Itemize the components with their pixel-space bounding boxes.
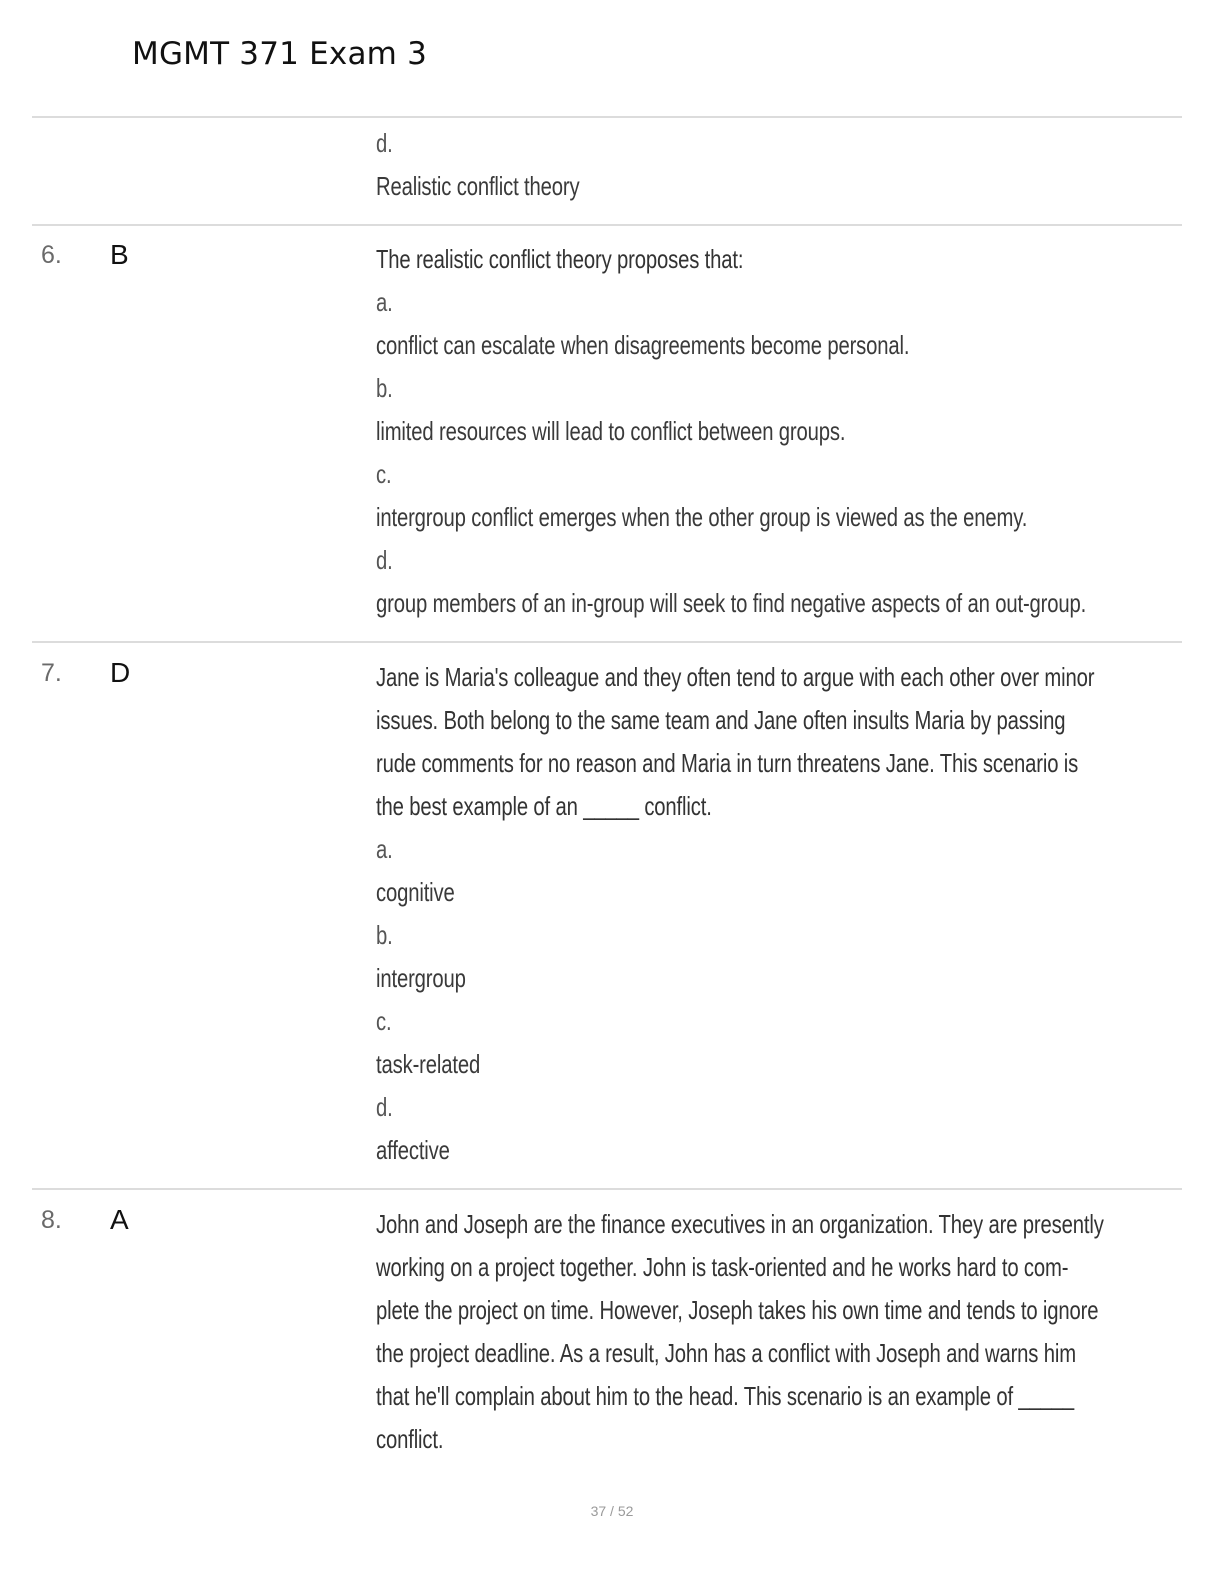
question-stem: The realistic conflict theory proposes that: xyxy=(376,244,744,274)
option-letter: d. xyxy=(376,1092,393,1122)
option-letter: d. xyxy=(376,128,393,158)
answer-key: D xyxy=(110,657,131,688)
option-letter: b. xyxy=(376,920,393,950)
question-body xyxy=(376,656,1176,1172)
question-number: 6. xyxy=(41,241,62,269)
question-stem-line: that he'll complain about him to the head. This scenario is an example of _____ xyxy=(376,1381,1075,1411)
divider xyxy=(32,641,1182,643)
question-stem-line: Jane is Maria's colleague and they often tend to argue with each other over minor xyxy=(376,662,1095,692)
question-stem-line: the project deadline. As a result, John has a conflict with Joseph and warns him xyxy=(376,1338,1076,1368)
answer-key: A xyxy=(110,1204,129,1235)
divider xyxy=(32,224,1182,226)
continued-options xyxy=(376,122,1176,208)
question-stem-line: the best example of an _____ conflict. xyxy=(376,791,712,821)
answer-key: B xyxy=(110,239,129,270)
page-title: MGMT 371 Exam 3 xyxy=(132,36,428,72)
question-stem-line: plete the project on time. However, Joseph takes his own time and tends to ignore xyxy=(376,1295,1099,1325)
question-stem-line: rude comments for no reason and Maria in turn threatens Jane. This scenario is xyxy=(376,748,1079,778)
question-body xyxy=(376,238,1176,625)
divider xyxy=(32,116,1182,118)
question-body xyxy=(376,1203,1176,1461)
option-letter: c. xyxy=(376,1006,392,1036)
divider xyxy=(32,1188,1182,1190)
question-number: 7. xyxy=(41,659,62,687)
option-letter: b. xyxy=(376,373,393,403)
option-text: Realistic conflict theory xyxy=(376,171,580,201)
option-text: affective xyxy=(376,1135,450,1165)
option-text: intergroup conflict emerges when the other group is viewed as the enemy. xyxy=(376,502,1028,532)
option-text: intergroup xyxy=(376,963,466,993)
option-letter: d. xyxy=(376,545,393,575)
option-text: task-related xyxy=(376,1049,481,1079)
option-letter: c. xyxy=(376,459,392,489)
option-text: limited resources will lead to conflict between groups. xyxy=(376,416,846,446)
option-letter: a. xyxy=(376,287,393,317)
option-text: cognitive xyxy=(376,877,455,907)
question-number: 8. xyxy=(41,1206,62,1234)
page-number: 37 / 52 xyxy=(590,1503,634,1519)
question-stem-line: conflict. xyxy=(376,1424,444,1454)
option-text: group members of an in-group will seek to find negative aspects of an out-group. xyxy=(376,588,1087,618)
option-text: conflict can escalate when disagreements become personal. xyxy=(376,330,910,360)
question-stem-line: John and Joseph are the finance executives in an organization. They are presently xyxy=(376,1209,1104,1239)
question-stem-line: issues. Both belong to the same team and Jane often insults Maria by passing xyxy=(376,705,1066,735)
option-letter: a. xyxy=(376,834,393,864)
question-stem-line: working on a project together. John is task-oriented and he works hard to com- xyxy=(376,1252,1069,1282)
